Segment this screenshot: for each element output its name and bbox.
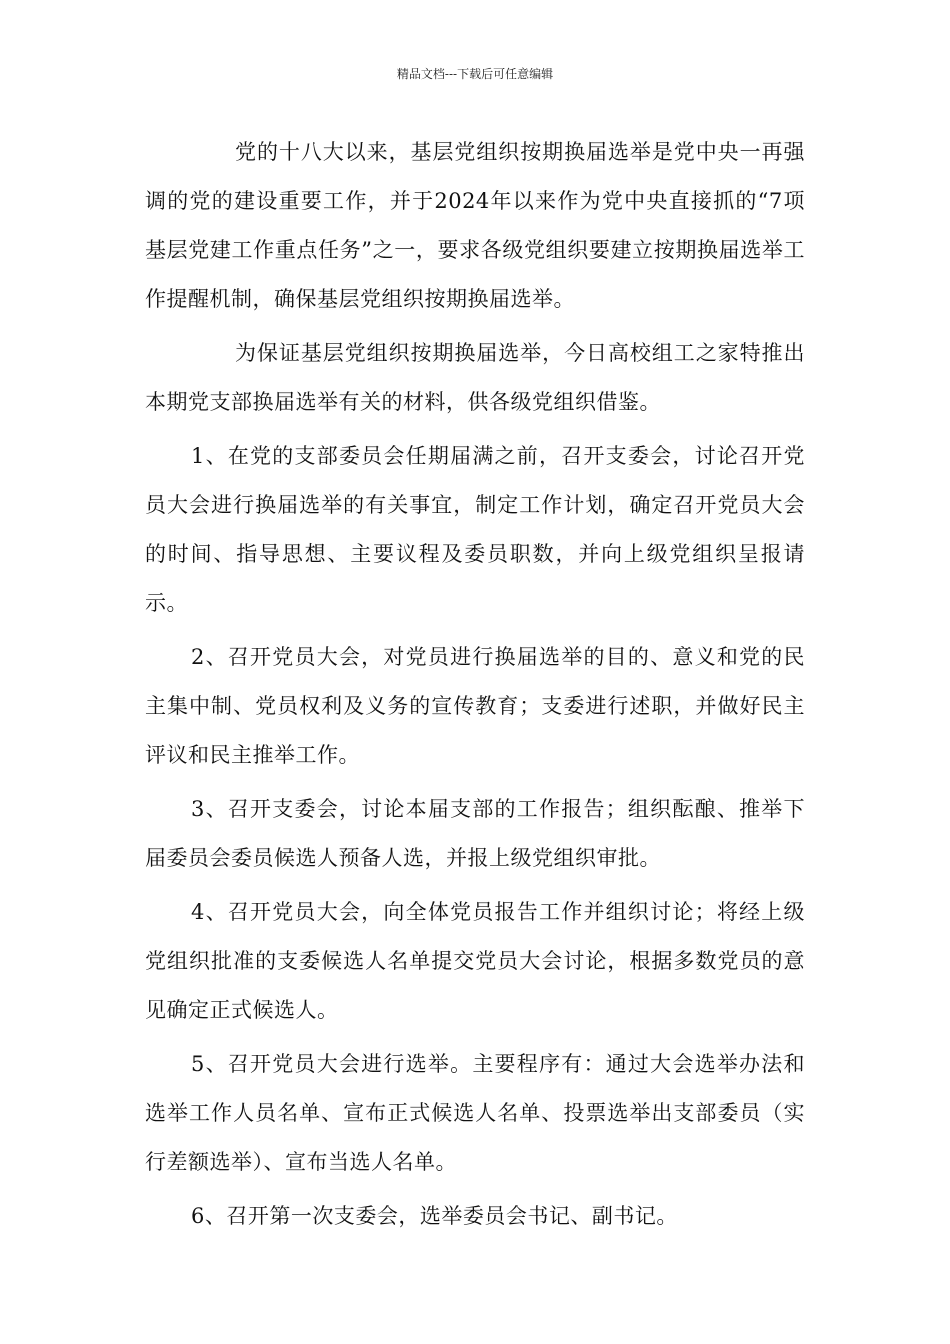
paragraph-step-5: 5、召开党员大会进行选举。主要程序有：通过大会选举办法和选举工作人员名单、宣布正式候选人名单、投票选举出支部委员（实行差额选举）、宣布当选人名单。 <box>145 1052 805 1174</box>
paragraph-step-1: 1、在党的支部委员会任期届满之前，召开支委会，讨论召开党员大会进行换届选举的有关事宜，制定工作计划，确定召开党员大会的时间、指导思想、主要议程及委员职数，并向上级党组织呈报请示。 <box>145 444 805 615</box>
paragraph-step-4: 4、召开党员大会，向全体党员报告工作并组织讨论；将经上级党组织批准的支委候选人名单提交党员大会讨论，根据多数党员的意见确定正式候选人。 <box>145 900 805 1022</box>
paragraph-step-6: 6、召开第一次支委会，选举委员会书记、副书记。 <box>191 1204 678 1228</box>
paragraph-step-2: 2、召开党员大会，对党员进行换届选举的目的、意义和党的民主集中制、党员权利及义务的宣传教育；支委进行述职，并做好民主评议和民主推举工作。 <box>145 645 805 767</box>
paragraph-step-3: 3、召开支委会，讨论本届支部的工作报告；组织酝酿、推举下届委员会委员候选人预备人选，并报上级党组织审批。 <box>145 797 805 870</box>
header-note: 精品文档---下载后可任意编辑 <box>396 67 554 81</box>
document-body <box>145 128 805 1241</box>
paragraph-purpose: 为保证基层党组织按期换届选举，今日高校组工之家特推出本期党支部换届选举有关的材料，供各级党组织借鉴。 <box>145 341 805 414</box>
paragraph-intro: 党的十八大以来，基层党组织按期换届选举是党中央一再强调的党的建设重要工作，并于2024年以来作为党中央直接抓的“7项基层党建工作重点任务”之一，要求各级党组织要建立按期换届选举工作提醒机制，确保基层党组织按期换届选举。 <box>145 140 805 311</box>
